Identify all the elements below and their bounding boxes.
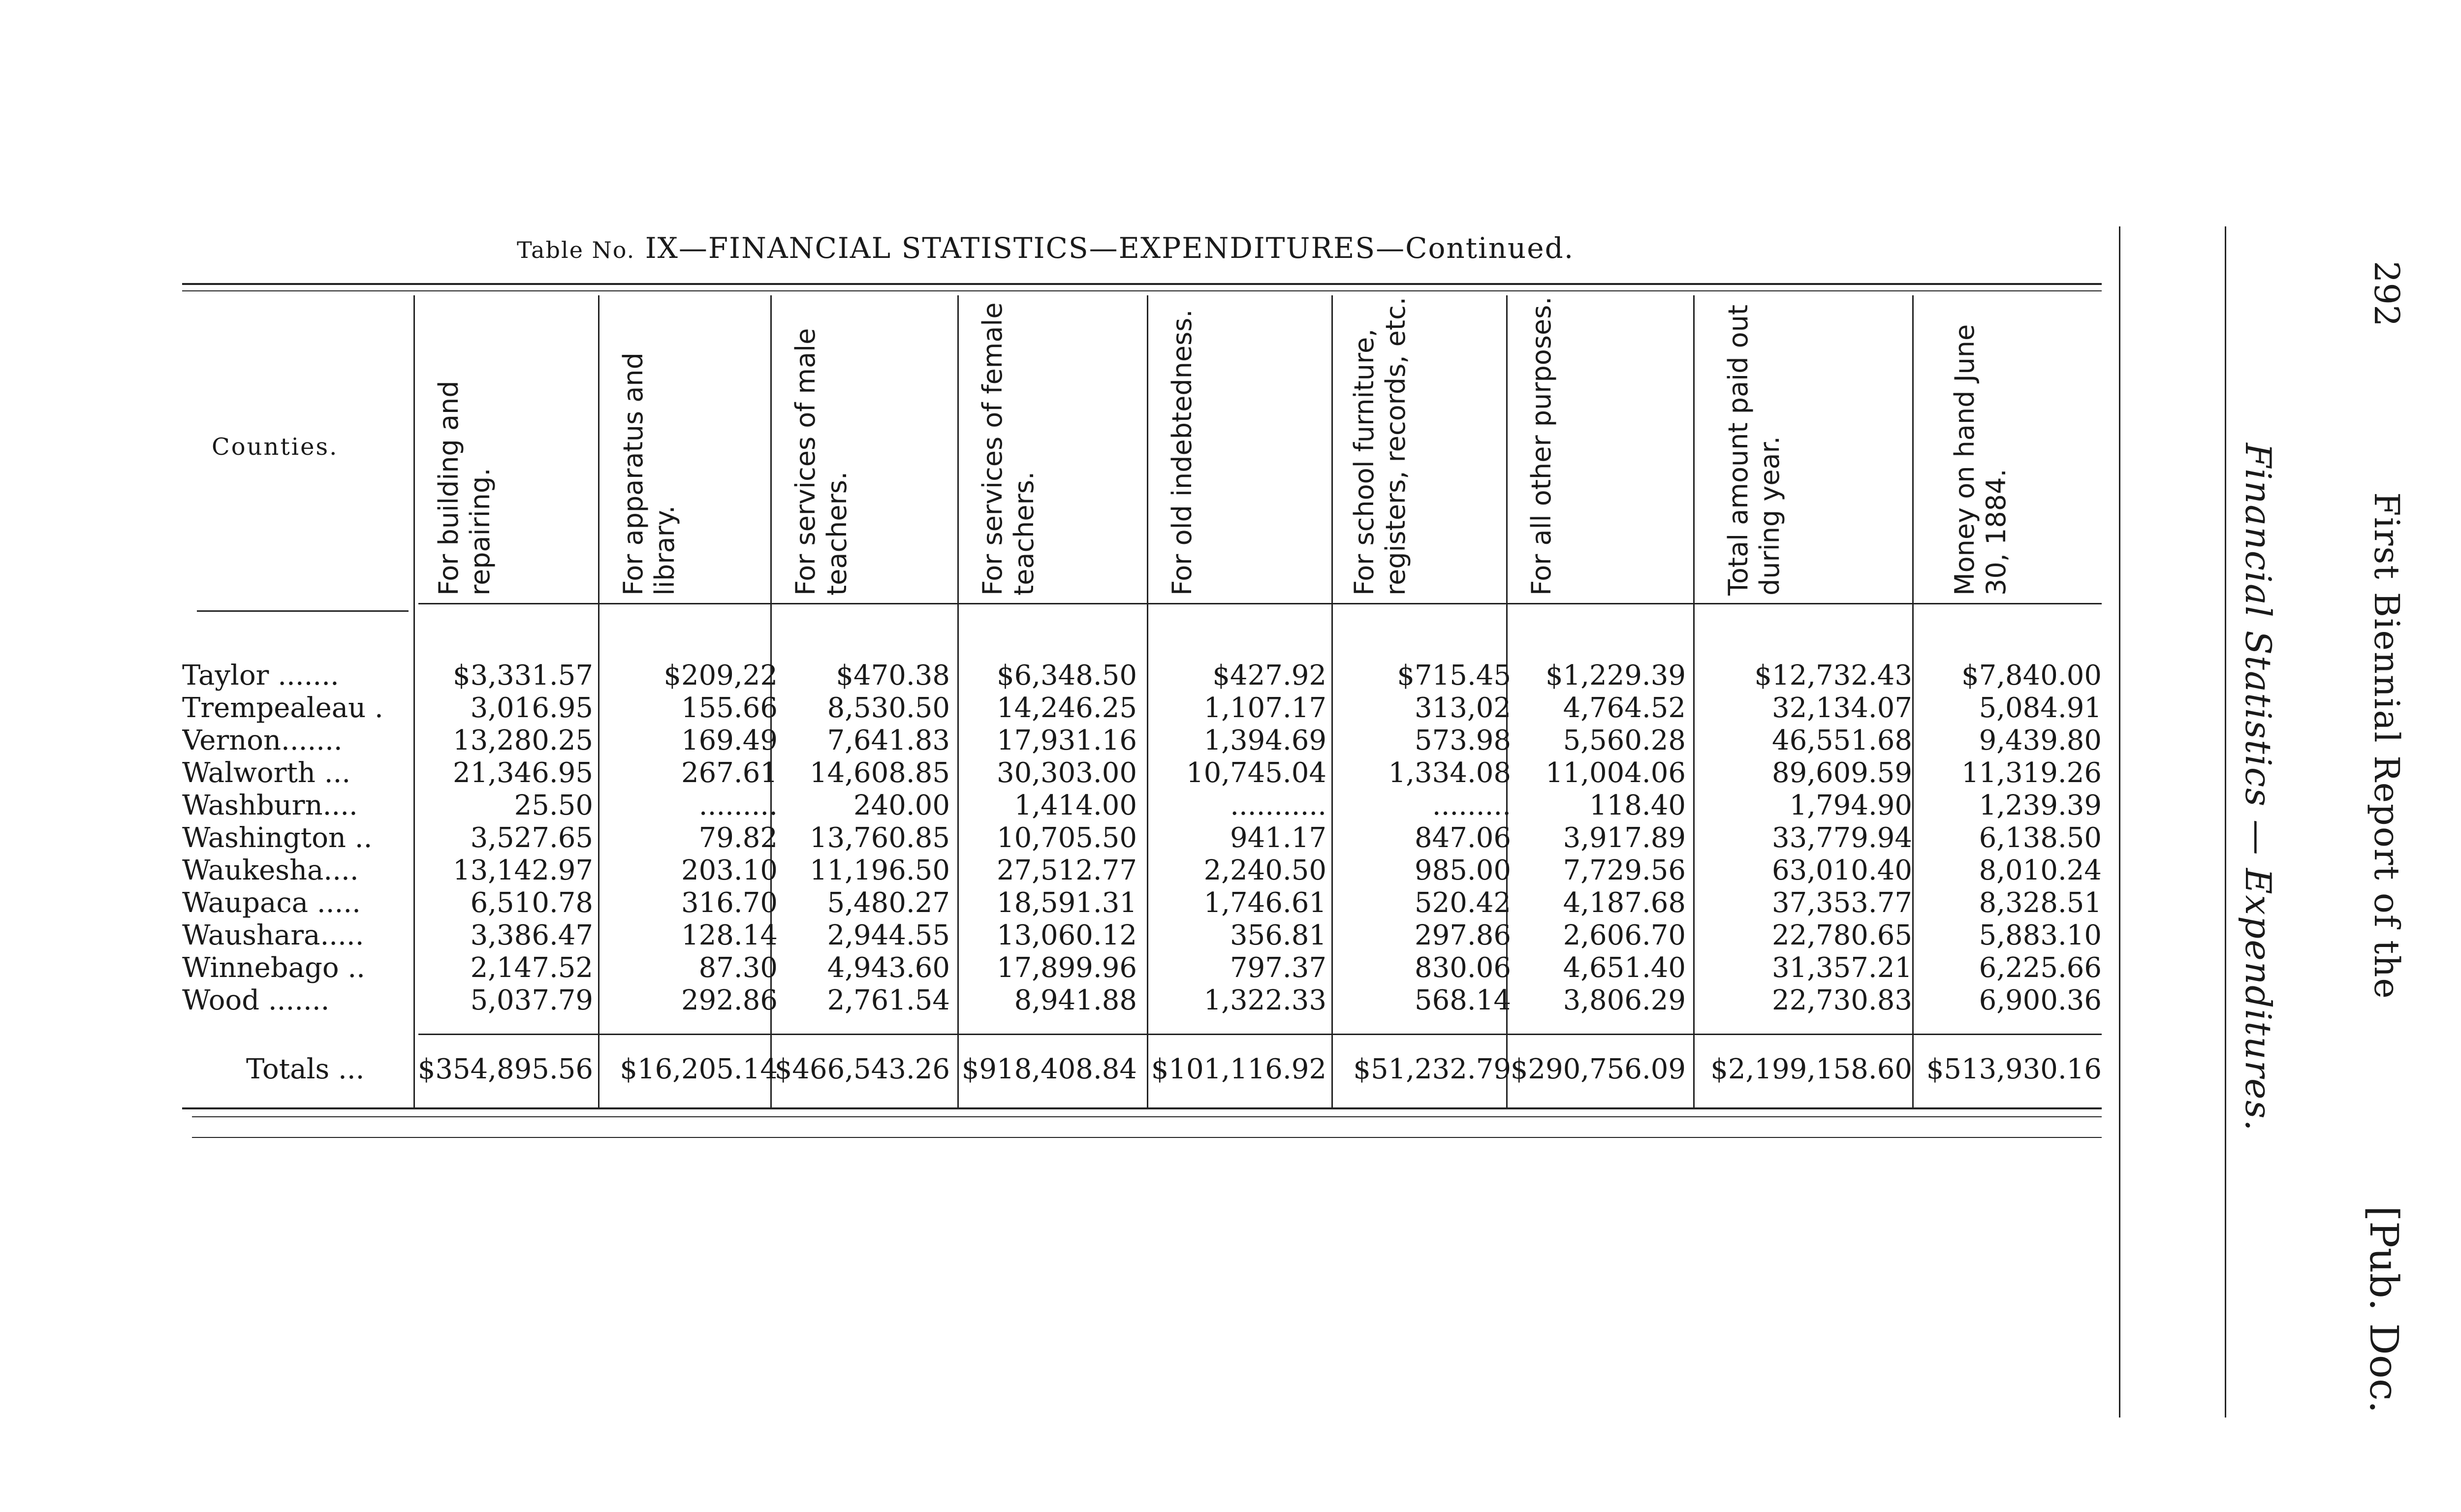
table-cell: 8,941.88 (1014, 984, 1137, 1016)
table-row (182, 919, 2102, 952)
table-cell: 1,107.17 (1203, 692, 1326, 724)
table-cell: 1,394.69 (1203, 724, 1326, 756)
margin-rule (2225, 226, 2226, 1418)
table-cell: $6,348.50 (996, 660, 1137, 692)
county-name: Washburn.... (182, 789, 358, 821)
col-header-male-teachers: For services of male teachers. (790, 328, 852, 596)
county-name: Waukesha.... (182, 854, 359, 886)
table-cell: 11,319.26 (1961, 757, 2102, 789)
county-name: Wood ....... (182, 984, 330, 1016)
table-cell: 10,705.50 (996, 822, 1137, 854)
table-cell: 4,943.60 (827, 952, 950, 984)
col-header-old-indebtedness: For old indebtedness. (1167, 309, 1198, 596)
table-row (182, 692, 2102, 724)
table-cell: 520.42 (1415, 887, 1511, 919)
table-cell: 240.00 (853, 789, 950, 821)
table-cell: 1,746.61 (1203, 887, 1326, 919)
totals-top-rule (418, 1034, 2102, 1035)
table-cell: $12,732.43 (1754, 660, 1912, 692)
table-cell: 22,730.83 (1771, 984, 1912, 1016)
section-title: Financial Statistics — Expenditures. (2238, 443, 2279, 1132)
table-cell: 17,931.16 (996, 724, 1137, 756)
col-header-female-teachers: For services of female teachers. (977, 302, 1040, 596)
table-row (182, 822, 2102, 854)
table-cell: $7,840.00 (1961, 660, 2102, 692)
county-name: Waupaca ..... (182, 887, 361, 919)
table-cell: 32,134.07 (1771, 692, 1912, 724)
county-name: Trempealeau . (182, 692, 383, 724)
table-cell: 22,780.65 (1771, 919, 1912, 951)
total-cell: $354,895.56 (417, 1053, 593, 1085)
bottom-rule-thin (192, 1116, 2102, 1117)
table-cell: 2,944.55 (827, 919, 950, 951)
table-cell: 18,591.31 (996, 887, 1137, 919)
table-row (182, 789, 2102, 822)
table-cell: 4,764.52 (1563, 692, 1686, 724)
table-cell: 87.30 (698, 952, 778, 984)
table-cell: 169.49 (681, 724, 778, 756)
table-cell: 13,060.12 (996, 919, 1137, 951)
table-cell: 6,138.50 (1979, 822, 2102, 854)
county-name: Waushara..... (182, 919, 364, 951)
table-cell: 13,142.97 (452, 854, 593, 886)
table-cell: 33,779.94 (1771, 822, 1912, 854)
table-cell: 30,303.00 (996, 757, 1137, 789)
table-cell: 297.86 (1415, 919, 1511, 951)
table-cell: 2,606.70 (1563, 919, 1686, 951)
total-cell: $290,756.09 (1510, 1053, 1686, 1085)
header-bottom-rule (418, 603, 2102, 604)
col-header-other: For all other purposes. (1526, 296, 1557, 596)
table-cell: 267.61 (681, 757, 778, 789)
table-cell: ......... (698, 789, 778, 821)
table-cell: 1,322.33 (1203, 984, 1326, 1016)
table-cell: 797.37 (1230, 952, 1326, 984)
table-cell: 10,745.04 (1186, 757, 1326, 789)
table-title-prefix: Table No. (517, 237, 635, 263)
table-cell: 128.14 (681, 919, 778, 951)
table-cell: 5,480.27 (827, 887, 950, 919)
county-name: Walworth ... (182, 757, 351, 789)
table-title-main: IX—FINANCIAL STATISTICS—EXPENDITURES—Continued. (635, 231, 1575, 265)
table-cell: 4,187.68 (1563, 887, 1686, 919)
table-cell: 11,004.06 (1545, 757, 1686, 789)
table-row (182, 660, 2102, 692)
top-rule (182, 283, 2102, 285)
county-name: Washington .. (182, 822, 373, 854)
table-cell: 568.14 (1415, 984, 1511, 1016)
table-cell: 89,609.59 (1771, 757, 1912, 789)
total-cell: $101,116.92 (1151, 1053, 1326, 1085)
table-cell: 37,353.77 (1771, 887, 1912, 919)
table-cell: $3,331.57 (452, 660, 593, 692)
table-cell: 292.86 (681, 984, 778, 1016)
table-cell: $470.38 (836, 660, 950, 692)
table-cell: 1,414.00 (1014, 789, 1137, 821)
table-cell: ........... (1230, 789, 1326, 821)
totals-row (182, 1053, 2102, 1086)
table-cell: 9,439.80 (1979, 724, 2102, 756)
col-header-building: For building and repairing. (433, 380, 496, 596)
pub-doc: [Pub. Doc. (2361, 1206, 2407, 1414)
table-cell: 830.06 (1415, 952, 1511, 984)
table-cell: $1,229.39 (1545, 660, 1686, 692)
totals-label: Totals ... (246, 1053, 365, 1085)
table-cell: $715.45 (1397, 660, 1511, 692)
table-cell: 3,016.95 (470, 692, 593, 724)
table-cell: 8,010.24 (1979, 854, 2102, 886)
col-header-apparatus: For apparatus and library. (618, 352, 680, 596)
table-cell: 3,917.89 (1563, 822, 1686, 854)
county-name: Winnebago .. (182, 952, 365, 984)
table-cell: 941.17 (1230, 822, 1326, 854)
table-row (182, 757, 2102, 789)
table-cell: 11,196.50 (809, 854, 950, 886)
table-cell: 21,346.95 (452, 757, 593, 789)
page-number: 292 (2366, 261, 2407, 327)
table-cell: 155.66 (681, 692, 778, 724)
table-cell: 7,729.56 (1563, 854, 1686, 886)
table-cell: 46,551.68 (1771, 724, 1912, 756)
table-cell: ......... (1432, 789, 1511, 821)
table-cell: 573.98 (1415, 724, 1511, 756)
table-cell: 847.06 (1415, 822, 1511, 854)
table-cell: 3,806.29 (1563, 984, 1686, 1016)
county-name: Taylor ....... (182, 660, 339, 692)
table-cell: 203.10 (681, 854, 778, 886)
bottom-rule (182, 1107, 2102, 1109)
table-cell: 2,147.52 (470, 952, 593, 984)
table-cell: 1,239.39 (1979, 789, 2102, 821)
table-cell: 17,899.96 (996, 952, 1137, 984)
table-cell: 5,560.28 (1563, 724, 1686, 756)
table-cell: 79.82 (698, 822, 778, 854)
total-cell: $918,408.84 (961, 1053, 1137, 1085)
table-cell: 13,760.85 (809, 822, 950, 854)
table-cell: $209,22 (663, 660, 778, 692)
table-row (182, 724, 2102, 757)
total-cell: $2,199,158.60 (1710, 1053, 1912, 1085)
table-cell: 118.40 (1589, 789, 1686, 821)
table-cell: 6,510.78 (470, 887, 593, 919)
col-header-total-paid: Total amount paid out during year. (1723, 304, 1785, 596)
table-cell: 356.81 (1230, 919, 1326, 951)
col-header-money-on-hand: Money on hand June 30, 1884. (1949, 324, 2012, 596)
running-head: First Biennial Report of the (2366, 492, 2407, 1000)
table-cell: 63,010.40 (1771, 854, 1912, 886)
table-cell: 313,02 (1415, 692, 1511, 724)
table-cell: 1,334.08 (1388, 757, 1511, 789)
table-row (182, 854, 2102, 887)
table-cell: 13,280.25 (452, 724, 593, 756)
table-cell: 31,357.21 (1771, 952, 1912, 984)
col-header-furniture: For school furniture, registers, records, etc. (1349, 297, 1411, 596)
table-cell: 2,240.50 (1203, 854, 1326, 886)
table-cell: 3,386.47 (470, 919, 593, 951)
table-cell: 8,328.51 (1979, 887, 2102, 919)
total-cell: $51,232.79 (1353, 1053, 1511, 1085)
table-cell: 6,225.66 (1979, 952, 2102, 984)
table-cell: 27,512.77 (996, 854, 1137, 886)
table-row (182, 984, 2102, 1017)
total-cell: $16,205.14 (620, 1053, 778, 1085)
county-name: Vernon....... (182, 724, 343, 756)
table-cell: 5,883.10 (1979, 919, 2102, 951)
table-cell: 7,641.83 (827, 724, 950, 756)
table-cell: 1,794.90 (1789, 789, 1912, 821)
margin-rule (2119, 226, 2120, 1418)
bottom-rule-thin-2 (192, 1137, 2102, 1138)
table-title (517, 231, 1797, 265)
table-cell: 5,084.91 (1979, 692, 2102, 724)
table-cell: $427.92 (1212, 660, 1326, 692)
table-cell: 8,530.50 (827, 692, 950, 724)
header-bottom-rule-left (197, 610, 409, 612)
table-cell: 25.50 (514, 789, 593, 821)
top-rule-thin (182, 290, 2102, 291)
total-cell: $513,930.16 (1926, 1053, 2102, 1085)
table-cell: 5,037.79 (470, 984, 593, 1016)
table-cell: 3,527.65 (470, 822, 593, 854)
table-cell: 316.70 (681, 887, 778, 919)
table-cell: 14,246.25 (996, 692, 1137, 724)
table-cell: 985.00 (1415, 854, 1511, 886)
table-cell: 4,651.40 (1563, 952, 1686, 984)
table-row (182, 887, 2102, 919)
counties-header: Counties. (212, 433, 339, 461)
total-cell: $466,543.26 (774, 1053, 950, 1085)
table-cell: 14,608.85 (809, 757, 950, 789)
table-cell: 2,761.54 (827, 984, 950, 1016)
table-cell: 6,900.36 (1979, 984, 2102, 1016)
table-row (182, 952, 2102, 984)
